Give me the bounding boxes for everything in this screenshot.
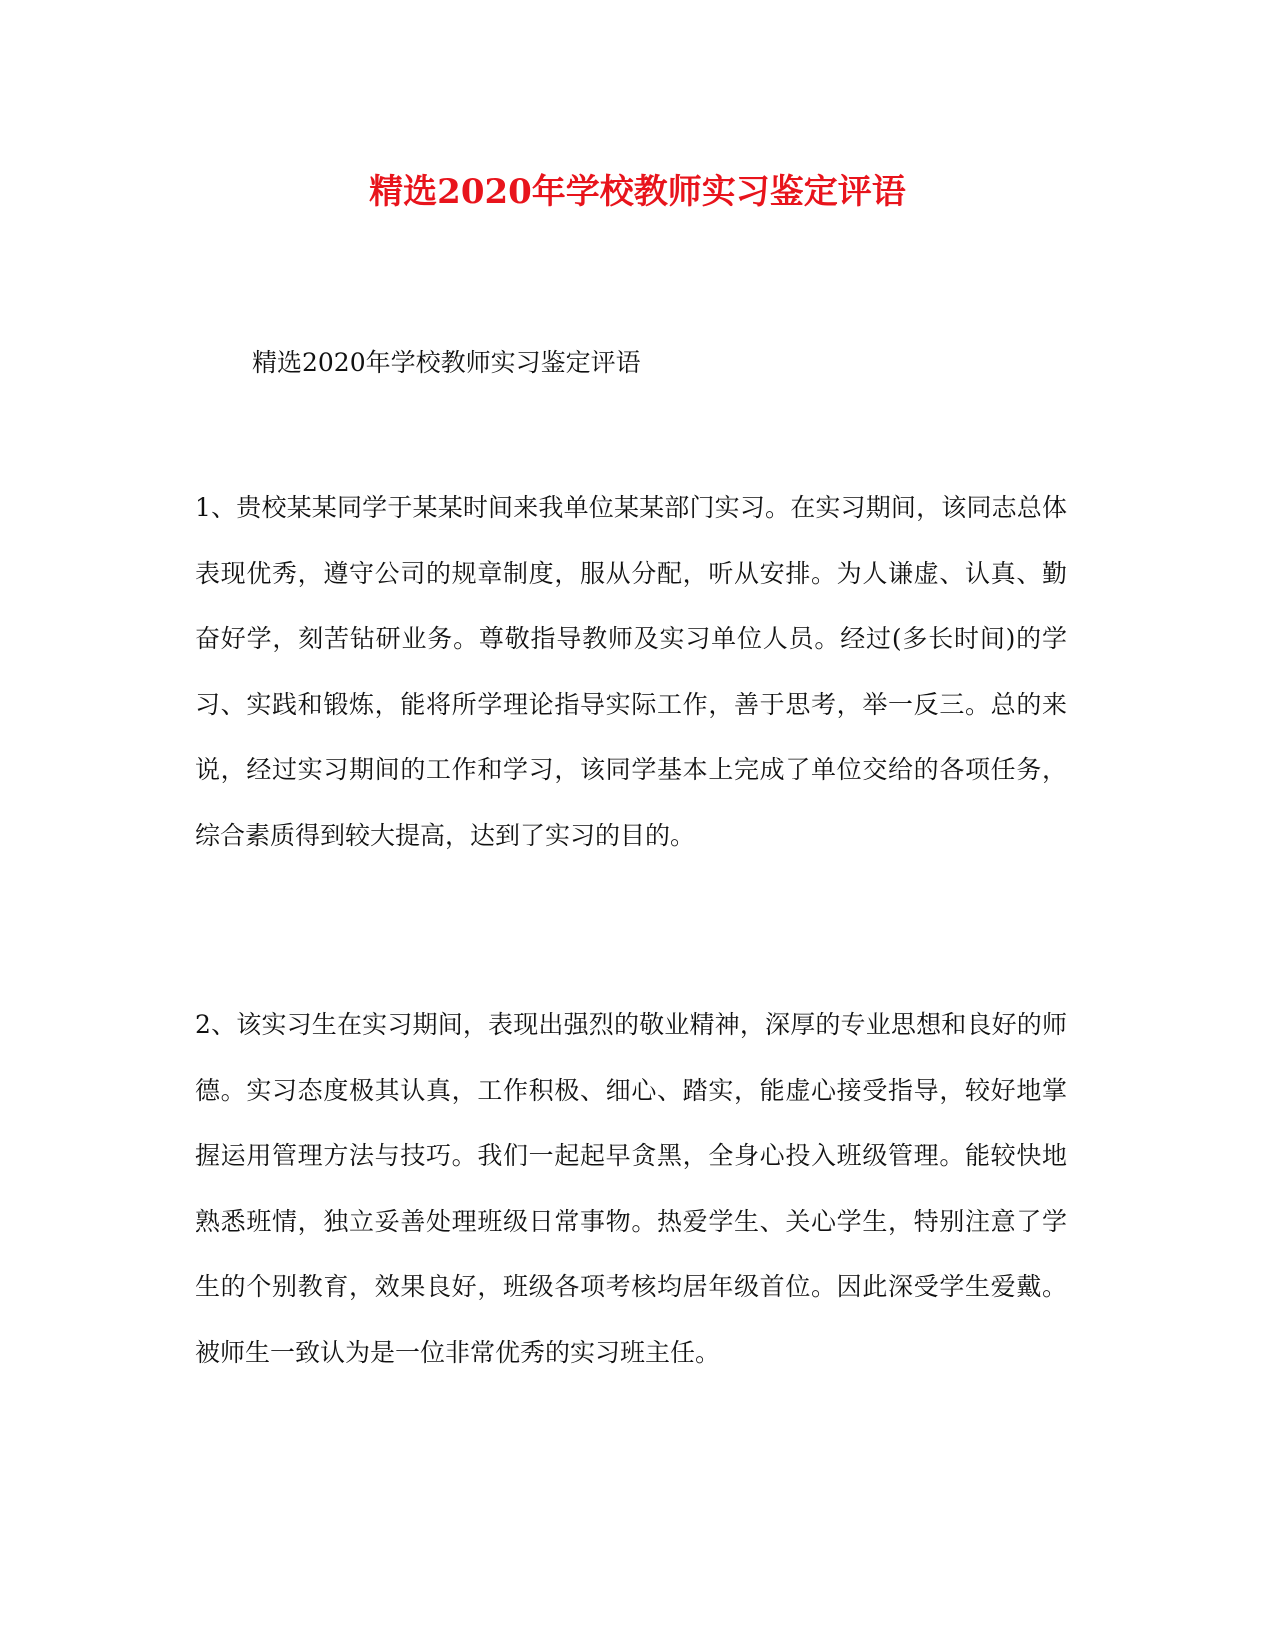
paragraph-2: 2、该实习生在实习期间，表现出强烈的敬业精神，深厚的专业思想和良好的师德。实习态度极其认真，工作积极、细心、踏实，能虚心接受指导，较好地掌握运用管理方法与技巧。我们一起起早贪黑，全身心投入班级管理。能较快地熟悉班情，独立妥善处理班级日常事物。热爱学生、关心学生，特别注意了学生的个别教育，效果良好，班级各项考核均居年级首位。因此深受学生爱戴。被师生一致认为是一位非常优秀的实习班主任。 bbox=[195, 1010, 1067, 1367]
document-subtitle: 精选2020年学校教师实习鉴定评语 bbox=[252, 348, 641, 377]
paragraph-1: 1、贵校某某同学于某某时间来我单位某某部门实习。在实习期间，该同志总体表现优秀，遵守公司的规章制度，服从分配，听从安排。为人谦虚、认真、勤奋好学，刻苦钻研业务。尊敬指导教师及实习单位人员。经过(多长时间)的学习、实践和锻炼，能将所学理论指导实际工作，善于思考，举一反三。总的来说，经过实习期间的工作和学习，该同学基本上完成了单位交给的各项任务，综合素质得到较大提高，达到了实习的目的。 bbox=[195, 493, 1067, 850]
document-title: 精选2020年学校教师实习鉴定评语 bbox=[369, 172, 906, 212]
